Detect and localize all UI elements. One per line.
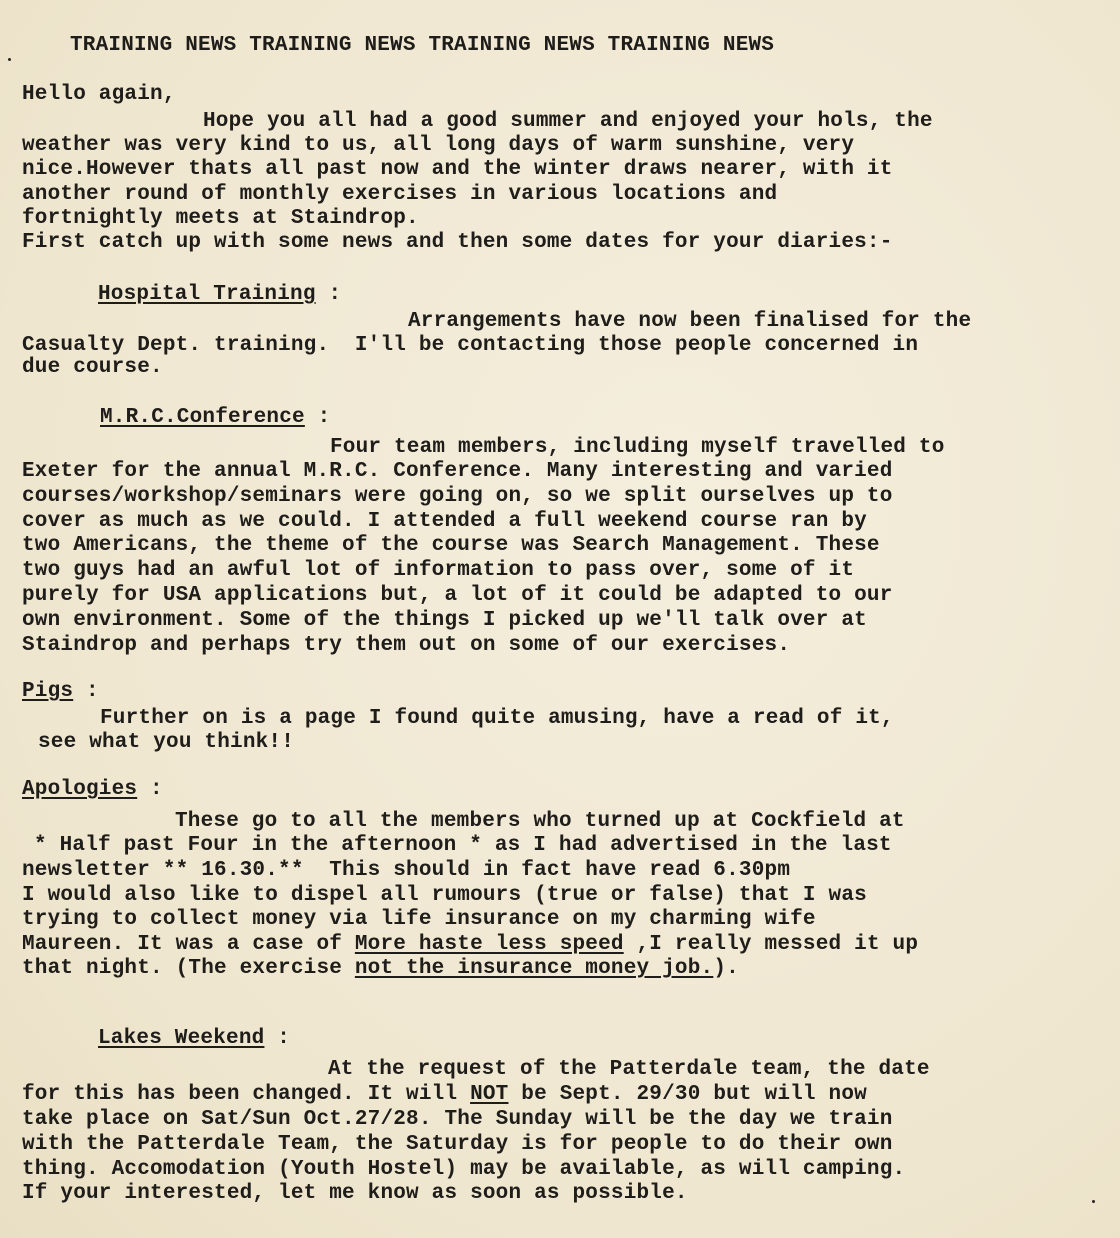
heading-colon: : [150,778,163,801]
pigs-line: Further on is a page I found quite amusing, have a read of it, [100,707,894,730]
text-run: Maureen. It was a case of [22,933,355,956]
heading-text: Hospital Training [98,283,316,306]
heading-colon: : [328,283,342,306]
lakes-line: thing. Accomodation (Youth Hostel) may be available, as will camping. [22,1158,906,1181]
section-heading-lakes [98,1027,290,1051]
apologies-line: These go to all the members who turned up at Cockfield at [175,810,905,833]
apologies-line: * Half past Four in the afternoon * as I had advertised in the last [34,834,892,857]
intro-line: fortnightly meets at Staindrop. [22,207,419,230]
lakes-line: If your interested, let me know as soon as possible. [22,1182,688,1205]
section-heading-hospital [98,283,341,307]
hospital-line: Arrangements have now been finalised for the [408,310,972,333]
heading-colon: : [86,680,99,703]
section-heading-apologies [22,778,163,802]
heading-text: M.R.C.Conference [100,406,305,429]
speck-mark [8,58,11,61]
mrc-line: courses/workshop/seminars were going on, so we split ourselves up to [22,485,893,508]
greeting: Hello again, [22,83,176,106]
mrc-line: two guys had an awful lot of information to pass over, some of it [22,559,855,582]
mrc-line: two Americans, the theme of the course was Search Management. These [22,534,880,557]
apologies-line: I would also like to dispel all rumours (true or false) that I was [22,884,867,907]
underlined-phrase: More haste less speed [354,933,624,956]
intro-line: Hope you all had a good summer and enjoyed your hols, the [203,110,933,133]
lakes-line [22,1083,867,1107]
lakes-line: take place on Sat/Sun Oct.27/28. The Sunday will be the day we train [22,1108,893,1131]
text-run: ,I really messed it up [623,933,919,956]
mrc-line: own environment. Some of the things I picked up we'll talk over at [22,609,867,632]
pigs-line: see what you think!! [38,731,295,754]
mrc-line: purely for USA applications but, a lot of it could be adapted to our [22,584,893,607]
intro-line: First catch up with some news and then some dates for your diaries:- [22,231,893,254]
underlined-phrase: NOT [470,1083,509,1106]
lakes-line: with the Patterdale Team, the Saturday is for people to do their own [22,1133,893,1156]
intro-line: nice.However thats all past now and the winter draws nearer, with it [22,158,893,181]
mrc-line: Staindrop and perhaps try them out on some of our exercises. [22,634,791,657]
intro-line: another round of monthly exercises in various locations and [22,183,778,206]
newsletter-header: TRAINING NEWS TRAINING NEWS TRAINING NEWS TRAINING NEWS [70,34,775,57]
heading-text: Lakes Weekend [98,1027,265,1050]
apologies-line: newsletter ** 16.30.** This should in fact have read 6.30pm [22,859,791,882]
text-run: ). [713,957,739,980]
lakes-line: At the request of the Patterdale team, the date [328,1058,930,1081]
section-heading-mrc [100,406,330,430]
hospital-line: due course. [22,356,163,379]
section-heading-pigs [22,680,99,704]
heading-text: Pigs [22,680,74,703]
mrc-line: Four team members, including myself travelled to [330,436,945,459]
hospital-line: Casualty Dept. training. I'll be contacting those people concerned in [22,334,919,357]
heading-colon: : [317,406,331,429]
apologies-line: trying to collect money via life insurance on my charming wife [22,908,816,931]
intro-line: weather was very kind to us, all long days of warm sunshine, very [22,134,855,157]
speck-mark [1092,1200,1095,1203]
apologies-line [22,933,918,957]
text-run: that night. (The exercise [22,957,355,980]
apologies-line [22,957,739,981]
text-run: be Sept. 29/30 but will now [508,1083,867,1106]
underlined-phrase: not the insurance money job. [354,957,714,980]
heading-colon: : [277,1027,291,1050]
heading-text: Apologies [22,778,138,801]
mrc-line: cover as much as we could. I attended a full weekend course ran by [22,510,867,533]
text-run: for this has been changed. It will [22,1083,471,1106]
mrc-line: Exeter for the annual M.R.C. Conference. Many interesting and varied [22,460,893,483]
